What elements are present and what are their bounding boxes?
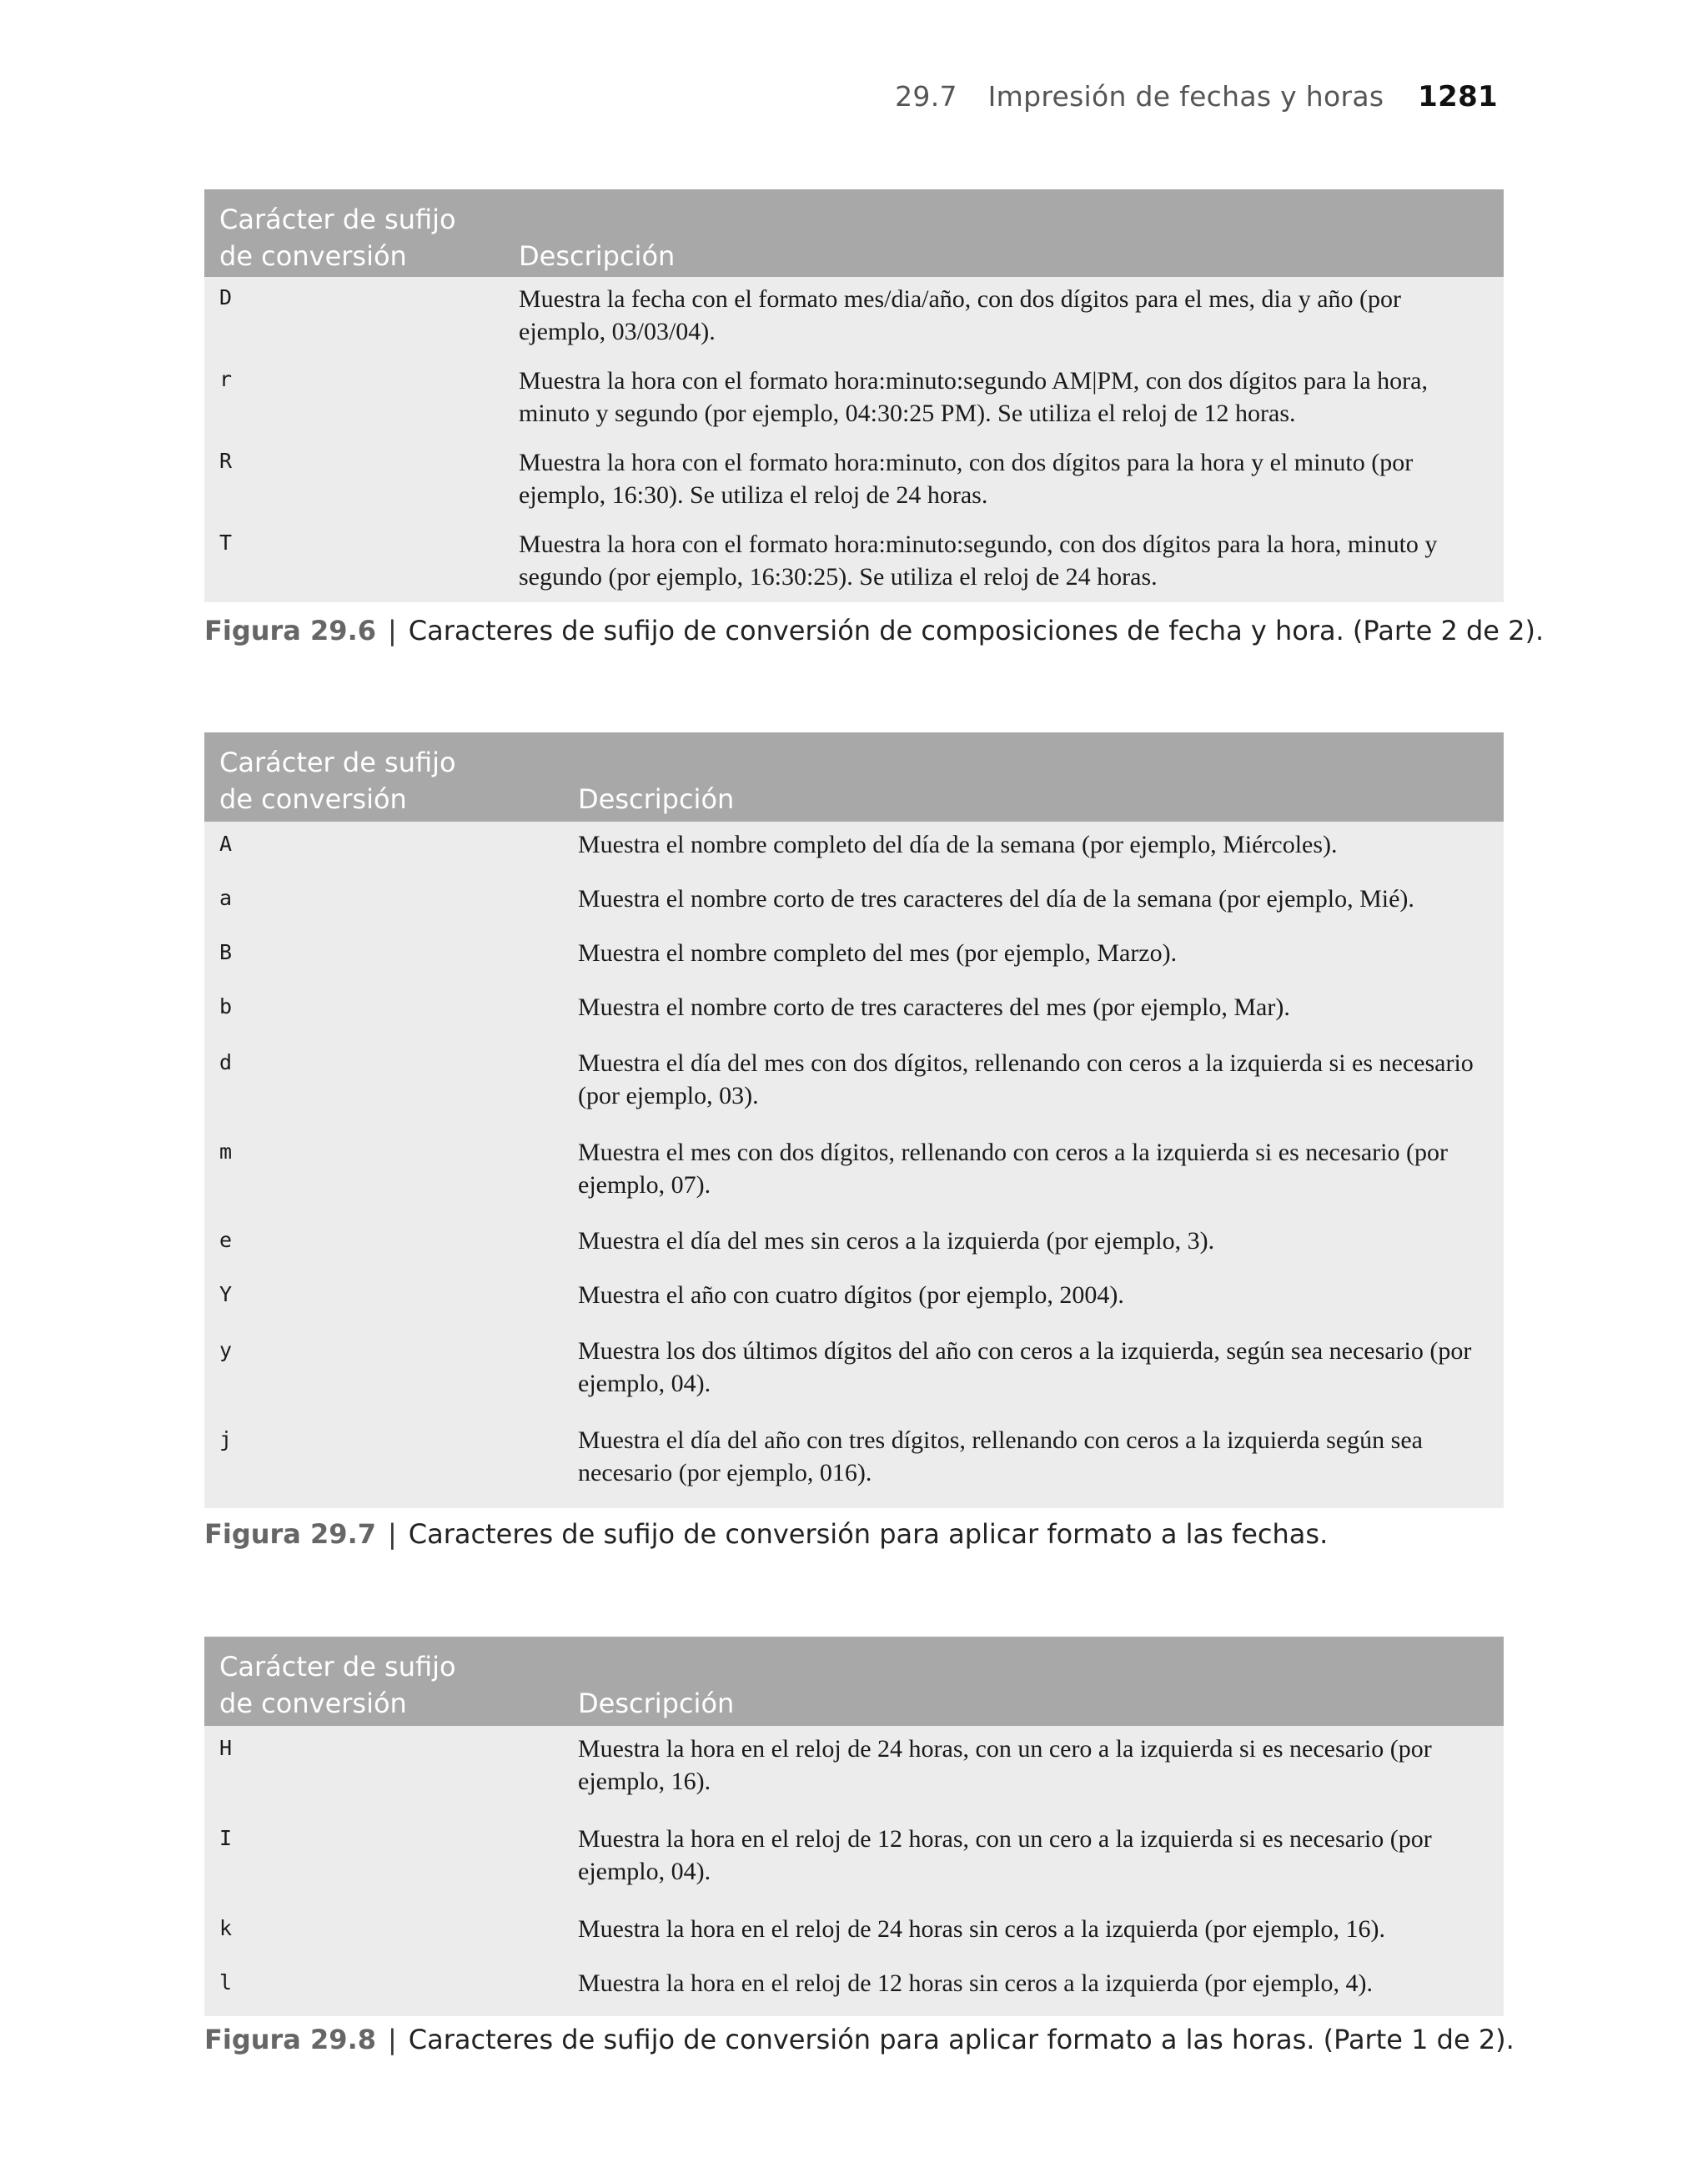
column-header-description: Descripción — [519, 240, 676, 272]
table-row — [204, 822, 1504, 876]
table-row — [204, 1328, 1504, 1417]
table-header — [204, 732, 1504, 822]
table-row — [204, 1040, 1504, 1129]
table-row — [204, 440, 1504, 522]
row-description: Muestra el día del año con tres dígitos, rellenando con ceros a la izquierda según sea necesario (por ejemplo, 016). — [578, 1426, 1423, 1486]
header-line-1: Carácter de sufijo — [219, 747, 456, 778]
column-header-description: Descripción — [578, 783, 735, 815]
header-line-2: de conversión — [219, 240, 407, 272]
table-row — [204, 1726, 1504, 1816]
suffix-char: y — [219, 1338, 233, 1362]
table-row — [204, 984, 1504, 1040]
row-description: Muestra la hora con el formato hora:minuto:segundo AM|PM, con dos dígitos para la hora, minuto y segundo (por ejemplo, 04:30:25 PM). Se utiliza el reloj de 12 horas. — [519, 367, 1428, 427]
suffix-char: m — [219, 1139, 233, 1164]
suffix-char: k — [219, 1916, 233, 1940]
table-row — [204, 1960, 1504, 2016]
table-row — [204, 876, 1504, 930]
suffix-char: Y — [219, 1282, 233, 1306]
row-description: Muestra la hora en el reloj de 12 horas sin ceros a la izquierda (por ejemplo, 4). — [578, 1969, 1373, 1997]
figure-caption — [204, 1518, 1328, 1550]
suffix-char: B — [219, 940, 233, 964]
header-line-1: Carácter de sufijo — [219, 204, 456, 235]
row-description: Muestra el nombre corto de tres caracteres del día de la semana (por ejemplo, Mié). — [578, 885, 1414, 913]
row-description: Muestra la fecha con el formato mes/dia/año, con dos dígitos para el mes, dia y año (por ejemplo, 03/03/04). — [519, 285, 1401, 345]
row-description: Muestra la hora con el formato hora:minuto, con dos dígitos para la hora y el minuto (por ejemplo, 16:30). Se utiliza el reloj de 24 horas. — [519, 449, 1414, 509]
header-line-2: de conversión — [219, 1688, 407, 1719]
table-figure-29-8 — [204, 1637, 1504, 2016]
suffix-char: j — [219, 1427, 233, 1451]
header-line-2: de conversión — [219, 783, 407, 815]
suffix-char: b — [219, 994, 233, 1019]
row-description: Muestra la hora en el reloj de 24 horas sin ceros a la izquierda (por ejemplo, 16). — [578, 1915, 1385, 1943]
table-row — [204, 359, 1504, 440]
table-row — [204, 1272, 1504, 1328]
row-description: Muestra el día del mes con dos dígitos, rellenando con ceros a la izquierda si es necesario (por ejemplo, 03). — [578, 1049, 1474, 1109]
header-line-1: Carácter de sufijo — [219, 1651, 456, 1683]
caption-separator: | — [387, 1518, 397, 1550]
suffix-char: e — [219, 1228, 233, 1252]
table-row — [204, 1129, 1504, 1218]
column-header-description: Descripción — [578, 1688, 735, 1719]
section-number: 29.7 — [895, 80, 957, 113]
row-description: Muestra el mes con dos dígitos, rellenando con ceros a la izquierda si es necesario (por ejemplo, 07). — [578, 1139, 1448, 1199]
row-description: Muestra la hora con el formato hora:minuto:segundo, con dos dígitos para la hora, minuto y segundo (por ejemplo, 16:30:25). Se utiliza el reloj de 24 horas. — [519, 531, 1438, 591]
row-description: Muestra el nombre completo del mes (por ejemplo, Marzo). — [578, 939, 1178, 967]
suffix-char: I — [219, 1826, 233, 1850]
table-row — [204, 930, 1504, 984]
figure-number: Figura 29.8 — [204, 2024, 376, 2055]
row-description: Muestra los dos últimos dígitos del año con ceros a la izquierda, según sea necesario (por ejemplo, 04). — [578, 1337, 1472, 1397]
figure-number: Figura 29.6 — [204, 615, 376, 646]
row-description: Muestra el año con cuatro dígitos (por ejemplo, 2004). — [578, 1281, 1124, 1309]
figure-caption — [204, 615, 1544, 646]
suffix-char: a — [219, 886, 233, 910]
caption-text: Caracteres de sufijo de conversión para aplicar formato a las fechas. — [408, 1518, 1329, 1550]
running-header — [895, 80, 1498, 113]
caption-separator: | — [387, 2024, 397, 2055]
caption-text: Caracteres de sufijo de conversión de composiciones de fecha y hora. (Parte 2 de 2). — [408, 615, 1545, 646]
suffix-char: T — [219, 531, 233, 555]
column-header-suffix — [219, 744, 456, 817]
table-row — [204, 1417, 1504, 1508]
table-row — [204, 1816, 1504, 1906]
row-description: Muestra el nombre completo del día de la semana (por ejemplo, Miércoles). — [578, 831, 1338, 858]
row-description: Muestra el nombre corto de tres caracteres del mes (por ejemplo, Mar). — [578, 993, 1290, 1021]
suffix-char: r — [219, 367, 233, 391]
row-description: Muestra la hora en el reloj de 12 horas, con un cero a la izquierda si es necesario (por ejemplo, 04). — [578, 1825, 1432, 1885]
table-header — [204, 1637, 1504, 1726]
table-row — [204, 277, 1504, 359]
row-description: Muestra el día del mes sin ceros a la izquierda (por ejemplo, 3). — [578, 1227, 1215, 1255]
table-row — [204, 522, 1504, 602]
figure-caption — [204, 2024, 1515, 2055]
column-header-suffix — [219, 201, 456, 274]
suffix-char: l — [219, 1970, 233, 1994]
suffix-char: A — [219, 832, 233, 856]
table-row — [204, 1906, 1504, 1960]
table-header — [204, 189, 1504, 277]
caption-separator: | — [387, 615, 397, 646]
figure-number: Figura 29.7 — [204, 1518, 376, 1550]
table-row — [204, 1218, 1504, 1272]
row-description: Muestra la hora en el reloj de 24 horas, con un cero a la izquierda si es necesario (por ejemplo, 16). — [578, 1735, 1432, 1795]
suffix-char: D — [219, 285, 233, 309]
caption-text: Caracteres de sufijo de conversión para aplicar formato a las horas. (Parte 1 de 2). — [408, 2024, 1515, 2055]
section-title: Impresión de fechas y horas — [987, 80, 1384, 113]
table-figure-29-6 — [204, 189, 1504, 602]
suffix-char: d — [219, 1050, 233, 1074]
suffix-char: R — [219, 449, 233, 473]
page-number: 1281 — [1418, 80, 1498, 113]
column-header-suffix — [219, 1648, 456, 1722]
table-figure-29-7 — [204, 732, 1504, 1508]
suffix-char: H — [219, 1736, 233, 1760]
